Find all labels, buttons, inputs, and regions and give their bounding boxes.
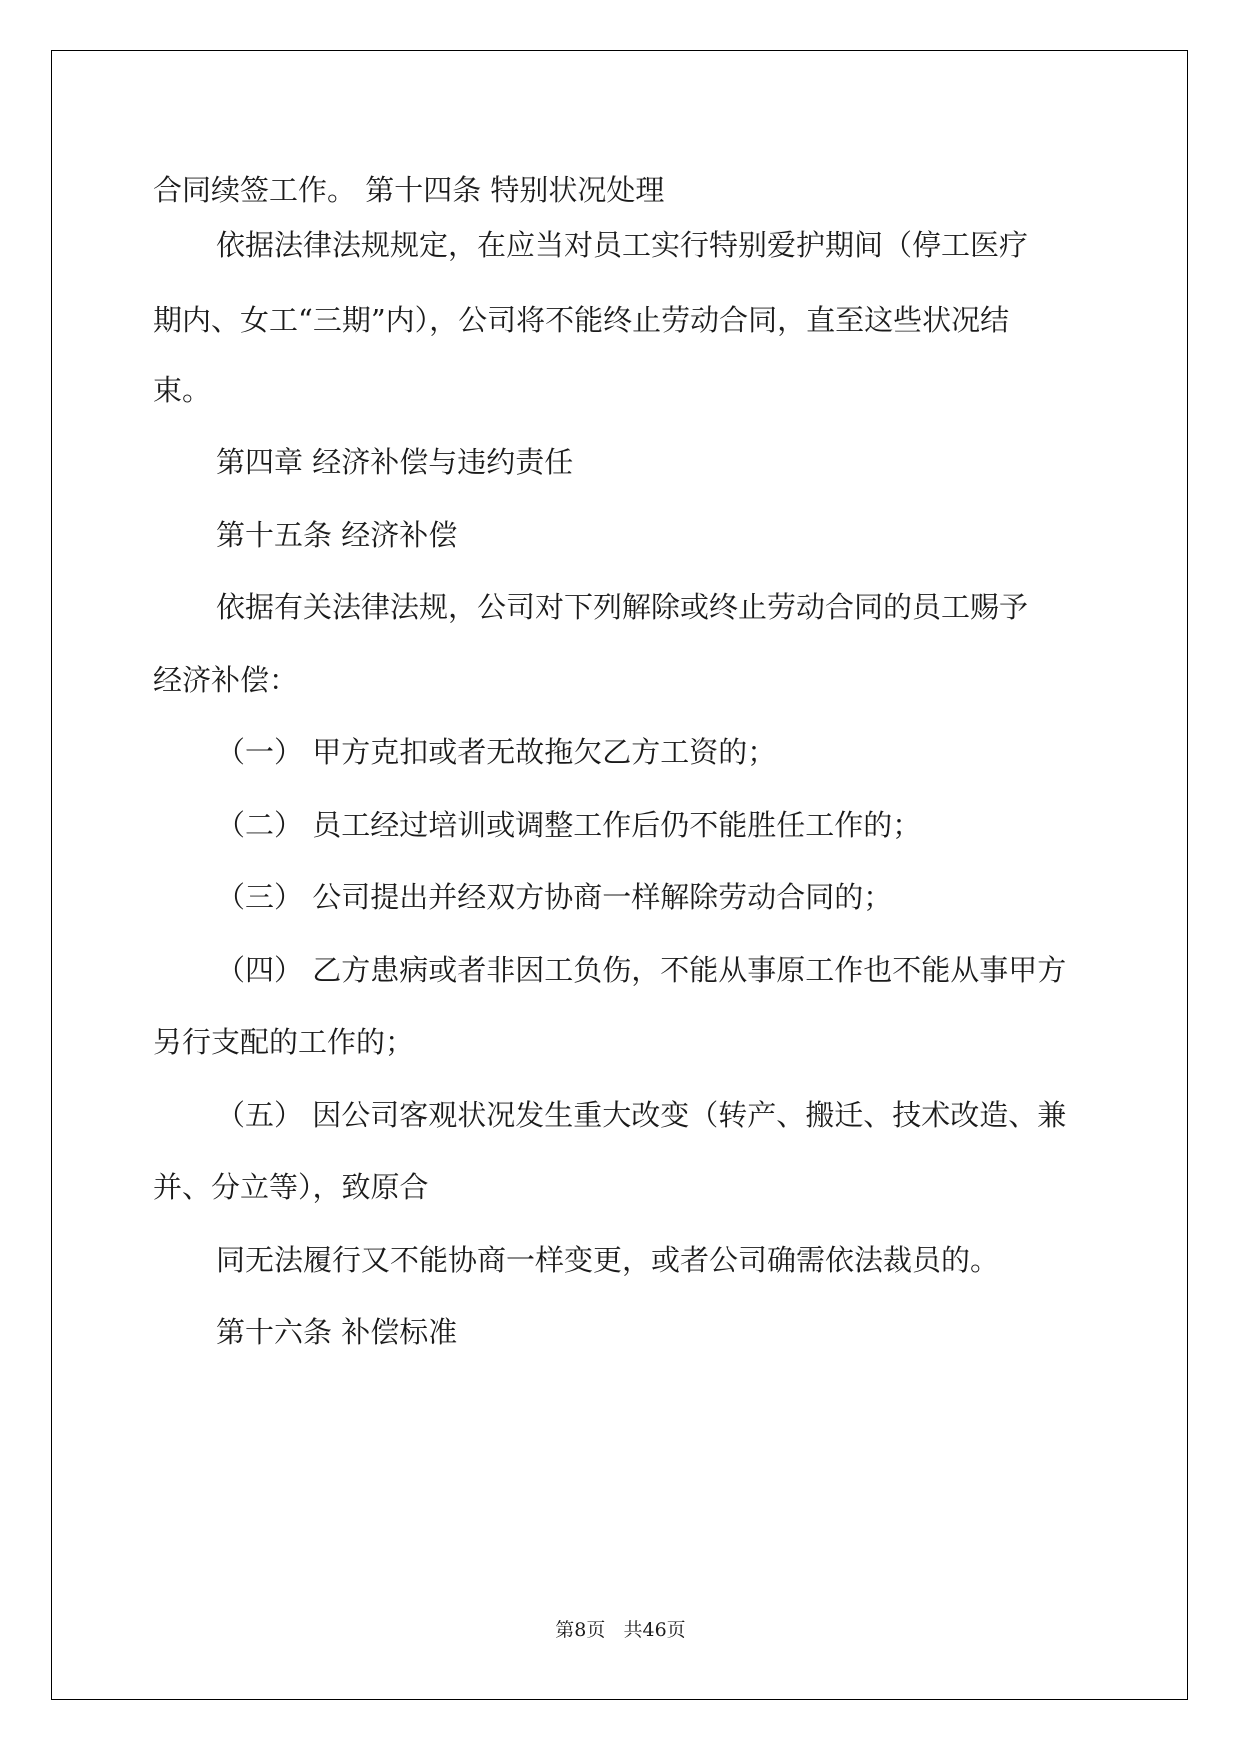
section-heading: 第四章 经济补偿与违约责任 bbox=[216, 445, 574, 479]
text-line: 束。 bbox=[153, 373, 212, 407]
text-line: 合同续签工作。 第十四条 特别状况处理 bbox=[153, 173, 665, 207]
text-line: 经济补偿： bbox=[153, 663, 299, 697]
text-line: 依据有关法律法规，公司对下列解除或终止劳动合同的员工赐予 bbox=[216, 590, 1029, 624]
page-number-footer: 第8页 共46页 bbox=[555, 1619, 686, 1641]
text-line: 同无法履行又不能协商一样变更，或者公司确需依法裁员的。 bbox=[216, 1243, 1000, 1277]
article-heading: 第十六条 补偿标准 bbox=[216, 1315, 458, 1349]
list-item: （四） 乙方患病或者非因工负伤，不能从事原工作也不能从事甲方 bbox=[216, 953, 1067, 987]
list-item: （二） 员工经过培训或调整工作后仍不能胜任工作的； bbox=[216, 808, 922, 842]
text-line: 依据法律法规规定，在应当对员工实行特别爱护期间（停工医疗 bbox=[216, 228, 1029, 262]
list-item: （五） 因公司客观状况发生重大改变（转产、搬迁、技术改造、兼 bbox=[216, 1098, 1067, 1132]
text-line: 期内、女工“三期”内），公司将不能终止劳动合同，直至这些状况结 bbox=[153, 303, 1010, 337]
list-item: （一） 甲方克扣或者无故拖欠乙方工资的； bbox=[216, 735, 777, 769]
text-line: 并、分立等），致原合 bbox=[153, 1170, 429, 1204]
text-line: 另行支配的工作的； bbox=[153, 1025, 415, 1059]
article-heading: 第十五条 经济补偿 bbox=[216, 518, 458, 552]
list-item: （三） 公司提出并经双方协商一样解除劳动合同的； bbox=[216, 880, 893, 914]
page-border bbox=[51, 50, 1188, 1700]
